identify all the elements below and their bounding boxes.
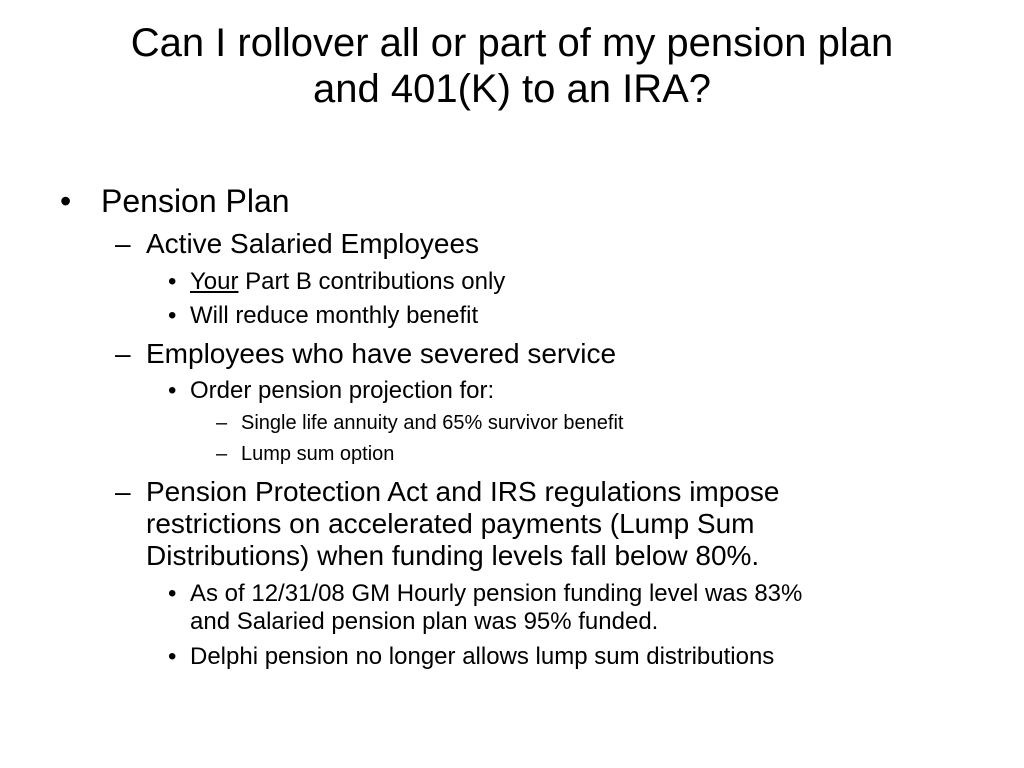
- sub-active-salaried-employees: Active Salaried Employees: [146, 228, 480, 259]
- dash-marker: –: [115, 338, 131, 369]
- ppa-line-1: Pension Protection Act and IRS regulations impose: [146, 476, 780, 507]
- sub-single-life-annuity: Single life annuity and 65% survivor benefit: [241, 412, 624, 434]
- sub-pension-protection-act: [146, 476, 779, 572]
- bullet-marker: •: [60, 183, 72, 219]
- sub-lump-sum-option: Lump sum option: [241, 443, 395, 465]
- sub-order-projection: Order pension projection for:: [190, 377, 495, 404]
- bullet-marker: •: [168, 643, 177, 670]
- underlined-your: Your: [190, 268, 239, 295]
- bullet-marker: •: [168, 268, 177, 295]
- ppa-line-2: restrictions on accelerated payments (Lump Sum: [146, 508, 755, 539]
- dash-marker: –: [216, 412, 228, 434]
- sub-reduce-monthly-benefit: Will reduce monthly benefit: [190, 302, 479, 329]
- slide-title-line-2: and 401(K) to an IRA?: [312, 67, 712, 111]
- gm-funding-line-1: As of 12/31/08 GM Hourly pension funding level was 83%: [190, 580, 803, 607]
- sub-delphi-lump-sum: Delphi pension no longer allows lump sum distributions: [190, 643, 775, 670]
- dash-marker: –: [115, 476, 131, 507]
- sub-part-b-contributions: [190, 268, 505, 296]
- dash-marker: –: [216, 443, 228, 465]
- bullet-marker: •: [168, 302, 177, 329]
- bullet-pension-plan: Pension Plan: [101, 183, 290, 219]
- slide-title-line-1: Can I rollover all or part of my pension plan: [130, 21, 894, 65]
- sub-severed-service: Employees who have severed service: [146, 338, 617, 369]
- bullet-marker: •: [168, 580, 177, 607]
- bullet-marker: •: [168, 377, 177, 404]
- gm-funding-line-2: and Salaried pension plan was 95% funded.: [190, 608, 659, 635]
- part-b-text: Part B contributions only: [238, 268, 506, 295]
- sub-gm-funding-level: [190, 580, 802, 636]
- ppa-line-3: Distributions) when funding levels fall below 80%.: [146, 540, 760, 571]
- dash-marker: –: [115, 228, 131, 259]
